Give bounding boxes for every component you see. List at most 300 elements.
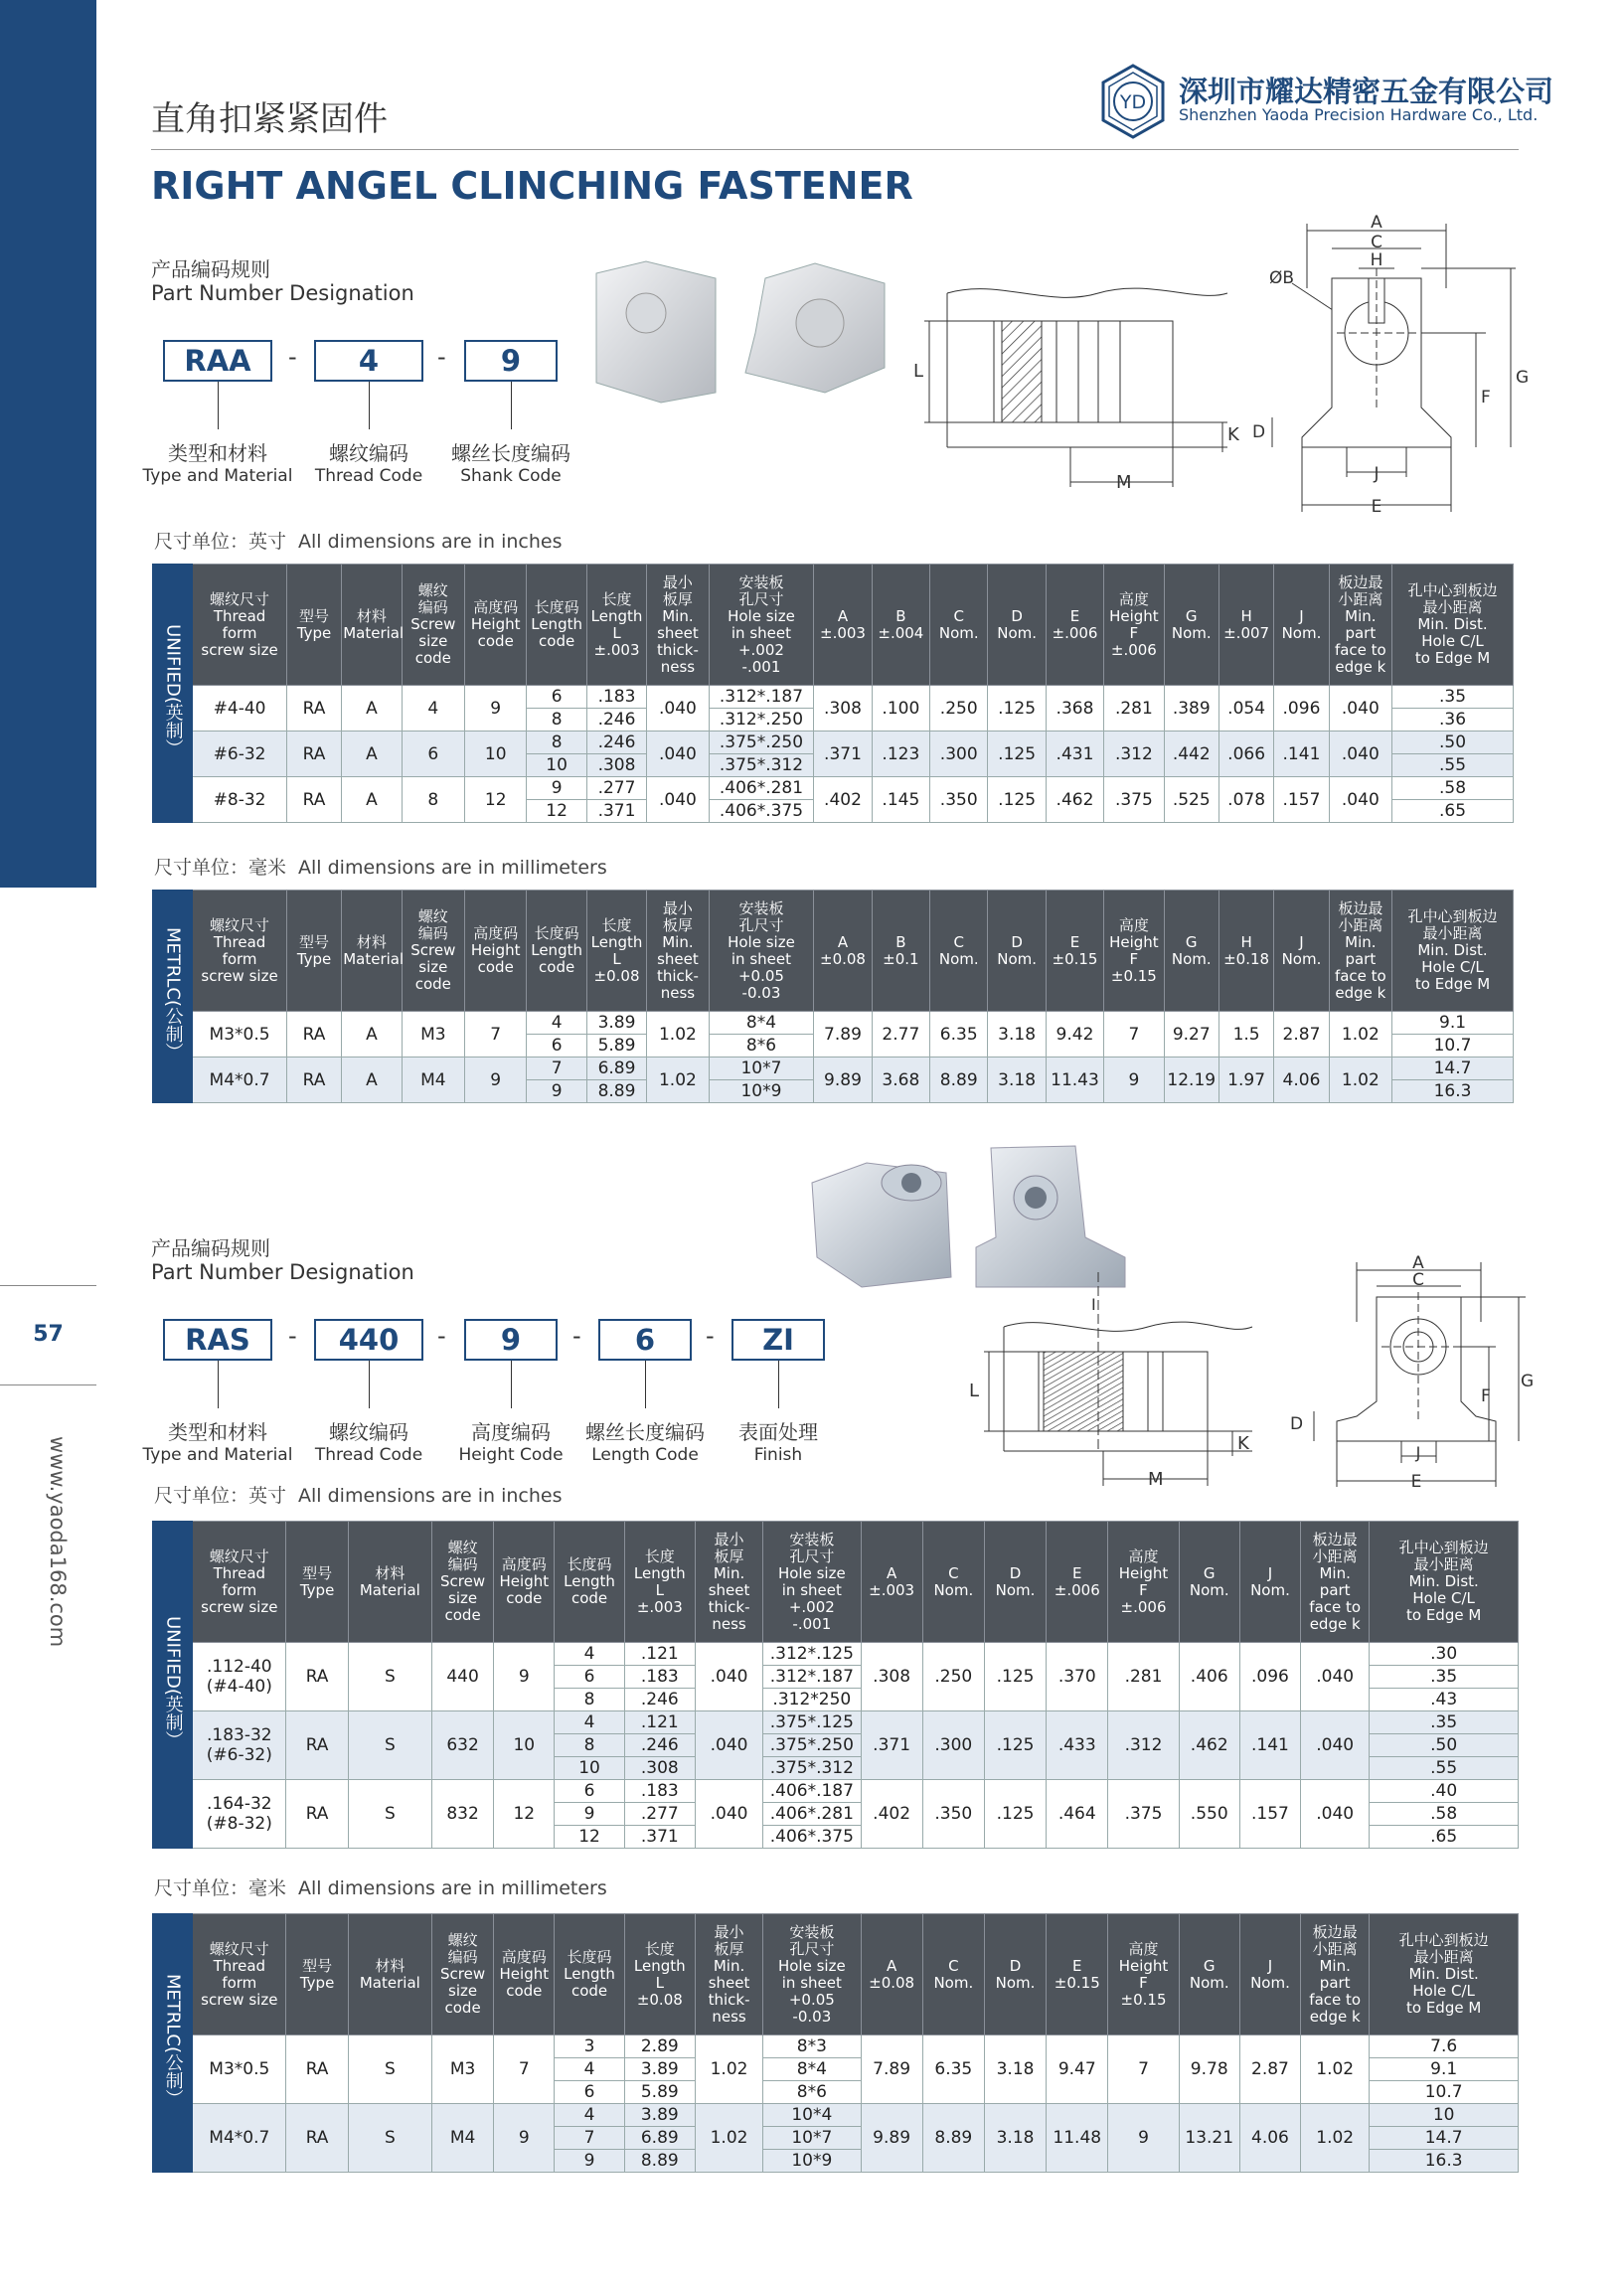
column-header: D Nom. xyxy=(988,565,1046,686)
column-header: 螺纹 编码 Screw size code xyxy=(402,565,464,686)
column-header: E ±0.15 xyxy=(1047,1914,1108,2035)
cell-L: 6.89 xyxy=(624,2127,695,2150)
cell-hole: 10*4 xyxy=(763,2104,861,2127)
side-label-text: UNIFIED(英制） xyxy=(162,1615,184,1749)
column-header: 孔中心到板边 最小距离 Min. Dist. Hole C/L to Edge M xyxy=(1370,1522,1519,1643)
cell-C: .250 xyxy=(930,686,988,732)
cell-L: .183 xyxy=(624,1780,695,1803)
cell-lc: 4 xyxy=(555,2104,624,2127)
column-header: 长度码 Length code xyxy=(555,1522,624,1643)
cell-k: .040 xyxy=(1329,686,1391,732)
cell-k: .040 xyxy=(1329,732,1391,777)
cell-G: 9.27 xyxy=(1164,1012,1218,1058)
cell-lc: 6 xyxy=(555,1666,624,1689)
column-header: A ±0.08 xyxy=(861,1914,922,2035)
cell-lc: 6 xyxy=(527,686,586,709)
cell-J: .141 xyxy=(1239,1711,1300,1780)
column-header: 板边最 小距离 Min. part face to edge k xyxy=(1329,565,1391,686)
cell-M: .65 xyxy=(1370,1826,1519,1849)
cell-F: 9 xyxy=(1104,1058,1164,1103)
cell-minsheet: 1.02 xyxy=(695,2104,762,2173)
cell-D: .125 xyxy=(984,1643,1046,1711)
pn-connector xyxy=(511,1361,512,1408)
cell-type: RA xyxy=(286,1780,348,1849)
cell-k: .040 xyxy=(1301,1643,1370,1711)
column-header: 高度 Height F ±.006 xyxy=(1104,565,1164,686)
table-side-label xyxy=(153,565,193,823)
cell-lc: 8 xyxy=(527,709,586,732)
cell-G: .442 xyxy=(1164,732,1218,777)
cell-D: 3.18 xyxy=(988,1058,1046,1103)
column-header: 长度码 Length code xyxy=(527,891,586,1012)
cell-lc: 8 xyxy=(555,1734,624,1757)
cell-height: 12 xyxy=(494,1780,555,1849)
cell-lc: 6 xyxy=(555,1780,624,1803)
company-name-en: Shenzhen Yaoda Precision Hardware Co., Ltd. xyxy=(1179,105,1539,124)
cell-D: 3.18 xyxy=(988,1012,1046,1058)
pn-label-thread: 螺纹编码 Thread Code xyxy=(314,441,423,486)
column-header: 高度码 Height code xyxy=(494,1522,555,1643)
cell-size: M3*0.5 xyxy=(193,2035,286,2104)
cell-G: .550 xyxy=(1179,1780,1239,1849)
header-divider xyxy=(151,149,1519,150)
cell-k: 1.02 xyxy=(1301,2104,1370,2173)
side-label-text: UNIFIED(英制） xyxy=(162,624,184,757)
column-header: 型号 Type xyxy=(286,891,341,1012)
dimension-label: G xyxy=(1516,368,1530,388)
cell-B: .123 xyxy=(872,732,929,777)
cell-B: 3.68 xyxy=(872,1058,929,1103)
cell-F: .281 xyxy=(1108,1643,1179,1711)
page-number-rule-top xyxy=(0,1285,96,1286)
cell-screw: 832 xyxy=(431,1780,493,1849)
cell-lc: 4 xyxy=(527,1012,586,1035)
cell-screw: 4 xyxy=(402,686,464,732)
cell-lc: 7 xyxy=(555,2127,624,2150)
cell-k: 1.02 xyxy=(1301,2035,1370,2104)
spec-table-ras-inches xyxy=(152,1521,1519,1849)
units-note-inches: 尺寸单位：英寸 All dimensions are in inches xyxy=(154,531,563,553)
cell-lc: 9 xyxy=(555,2150,624,2173)
cell-G: 13.21 xyxy=(1179,2104,1239,2173)
cell-hole: 10*7 xyxy=(709,1058,814,1080)
cell-height: 9 xyxy=(465,1058,527,1103)
cell-hole: .375*.250 xyxy=(709,732,814,754)
column-header: E ±0.15 xyxy=(1046,891,1103,1012)
cell-minsheet: 1.02 xyxy=(647,1058,709,1103)
cell-L: 8.89 xyxy=(586,1080,646,1103)
dimension-label: E xyxy=(1371,497,1382,517)
cell-minsheet: .040 xyxy=(695,1711,762,1780)
column-header: 螺纹尺寸 Thread form screw size xyxy=(193,1522,286,1643)
cell-M: 10 xyxy=(1370,2104,1519,2127)
cell-D: 3.18 xyxy=(984,2104,1046,2173)
column-header: 高度 Height F ±.006 xyxy=(1108,1522,1179,1643)
dimension-label: F xyxy=(1481,388,1491,407)
units-note-mm: 尺寸单位：毫米 All dimensions are in millimeters xyxy=(154,1877,607,1899)
cell-M: 10.7 xyxy=(1392,1035,1514,1058)
column-header: D Nom. xyxy=(984,1914,1046,2035)
dimension-label: D xyxy=(1290,1414,1304,1434)
cell-A: .308 xyxy=(861,1643,922,1711)
cell-hole: 10*9 xyxy=(709,1080,814,1103)
drawing-side-view-2 xyxy=(949,1252,1267,1491)
column-header: H ±0.18 xyxy=(1218,891,1273,1012)
table-side-label xyxy=(153,1914,193,2173)
column-header: A ±.003 xyxy=(861,1522,922,1643)
cell-hole: .312*.187 xyxy=(709,686,814,709)
cell-screw: M4 xyxy=(431,2104,493,2173)
cell-F: .281 xyxy=(1104,686,1164,732)
dimension-label: F xyxy=(1481,1386,1491,1406)
dimension-label: C xyxy=(1371,233,1382,252)
cell-k: 1.02 xyxy=(1329,1012,1391,1058)
cell-hole: .312*.250 xyxy=(709,709,814,732)
column-header: H ±.007 xyxy=(1218,565,1273,686)
cell-M: 14.7 xyxy=(1392,1058,1514,1080)
page-number-rule-bottom xyxy=(0,1384,96,1385)
side-label-text: METRLC(公制） xyxy=(162,1973,184,2108)
cell-type: RA xyxy=(286,777,341,823)
pn-code-type: RAS xyxy=(163,1319,272,1361)
pn-code-thread: 4 xyxy=(314,340,423,382)
pn-code-thread: 440 xyxy=(314,1319,423,1361)
cell-M: 14.7 xyxy=(1370,2127,1519,2150)
cell-hole: 8*4 xyxy=(709,1012,814,1035)
cell-screw: M3 xyxy=(402,1012,464,1058)
cell-M: .55 xyxy=(1370,1757,1519,1780)
cell-height: 9 xyxy=(494,2104,555,2173)
cell-E: 11.43 xyxy=(1046,1058,1103,1103)
dimension-label: A xyxy=(1412,1253,1424,1273)
pn-dash: - xyxy=(572,1322,581,1350)
column-header: G Nom. xyxy=(1164,565,1218,686)
cell-type: RA xyxy=(286,686,341,732)
cell-height: 10 xyxy=(465,732,527,777)
column-header: A ±0.08 xyxy=(814,891,872,1012)
sidebar-band xyxy=(0,0,96,888)
column-header: G Nom. xyxy=(1179,1522,1239,1643)
cell-F: .375 xyxy=(1104,777,1164,823)
column-header: E ±.006 xyxy=(1046,565,1103,686)
cell-height: 12 xyxy=(465,777,527,823)
cell-mat: A xyxy=(342,1012,402,1058)
column-header: 长度 Length L ±.003 xyxy=(624,1522,695,1643)
cell-L: 3.89 xyxy=(624,2104,695,2127)
cell-lc: 6 xyxy=(555,2081,624,2104)
cell-M: .55 xyxy=(1392,754,1514,777)
cell-type: RA xyxy=(286,732,341,777)
pn-code-height: 9 xyxy=(464,1319,558,1361)
cell-screw: M3 xyxy=(431,2035,493,2104)
cell-L: 5.89 xyxy=(624,2081,695,2104)
column-header: 型号 Type xyxy=(286,565,341,686)
cell-G: .389 xyxy=(1164,686,1218,732)
page-number: 57 xyxy=(33,1322,64,1347)
column-header: 安装板 孔尺寸 Hole size in sheet +0.05 -0.03 xyxy=(763,1914,861,2035)
cell-hole: .406*.187 xyxy=(763,1780,861,1803)
pn-heading-en: Part Number Designation xyxy=(151,1260,414,1284)
page-title-en: RIGHT ANGEL CLINCHING FASTENER xyxy=(151,164,913,208)
svg-text:YD: YD xyxy=(1119,91,1147,113)
column-header: 高度码 Height code xyxy=(465,565,527,686)
cell-F: 7 xyxy=(1108,2035,1179,2104)
cell-minsheet: .040 xyxy=(695,1643,762,1711)
column-header: 型号 Type xyxy=(286,1522,348,1643)
dimension-label: J xyxy=(1374,464,1380,484)
column-header: 螺纹尺寸 Thread form screw size xyxy=(193,1914,286,2035)
cell-M: .40 xyxy=(1370,1780,1519,1803)
cell-hole: 8*4 xyxy=(763,2058,861,2081)
cell-J: 4.06 xyxy=(1239,2104,1300,2173)
spec-table-raa-mm xyxy=(152,890,1514,1103)
column-header: 板边最 小距离 Min. part face to edge k xyxy=(1301,1522,1370,1643)
cell-hole: 10*7 xyxy=(763,2127,861,2150)
units-note-inches: 尺寸单位：英寸 All dimensions are in inches xyxy=(154,1485,563,1507)
pn-label-shank: 螺丝长度编码 Shank Code xyxy=(451,441,570,486)
cell-screw: M4 xyxy=(402,1058,464,1103)
cell-M: .35 xyxy=(1370,1666,1519,1689)
cell-C: 8.89 xyxy=(922,2104,984,2173)
column-header: G Nom. xyxy=(1164,891,1218,1012)
cell-D: 3.18 xyxy=(984,2035,1046,2104)
column-header: 型号 Type xyxy=(286,1914,348,2035)
column-header: 长度码 Length code xyxy=(527,565,586,686)
cell-J: 2.87 xyxy=(1274,1012,1329,1058)
cell-C: 8.89 xyxy=(930,1058,988,1103)
cell-J: .096 xyxy=(1274,686,1329,732)
cell-L: .308 xyxy=(586,754,646,777)
pn-connector xyxy=(369,1361,370,1408)
cell-J: .157 xyxy=(1239,1780,1300,1849)
cell-height: 7 xyxy=(494,2035,555,2104)
column-header: 高度 Height F ±0.15 xyxy=(1108,1914,1179,2035)
pn-dash: - xyxy=(437,1322,446,1350)
cell-A: .402 xyxy=(814,777,872,823)
page-title-cn: 直角扣紧紧固件 xyxy=(151,99,388,139)
column-header: 长度 Length L ±0.08 xyxy=(624,1914,695,2035)
cell-screw: 8 xyxy=(402,777,464,823)
cell-k: 1.02 xyxy=(1329,1058,1391,1103)
column-header: 材料 Material xyxy=(342,565,402,686)
cell-J: 4.06 xyxy=(1274,1058,1329,1103)
cell-lc: 4 xyxy=(555,1711,624,1734)
cell-height: 7 xyxy=(465,1012,527,1058)
dimension-label: I xyxy=(1091,1295,1096,1314)
table-row xyxy=(153,1780,1519,1803)
cell-L: .121 xyxy=(624,1643,695,1666)
cell-size: #4-40 xyxy=(193,686,287,732)
cell-L: .371 xyxy=(624,1826,695,1849)
column-header: 安装板 孔尺寸 Hole size in sheet +0.05 -0.03 xyxy=(709,891,814,1012)
cell-L: .246 xyxy=(624,1689,695,1711)
pn-label-length: 螺丝长度编码 Length Code xyxy=(585,1420,705,1465)
dimension-label: C xyxy=(1412,1270,1424,1290)
cell-lc: 3 xyxy=(555,2035,624,2058)
pn-dash: - xyxy=(288,1322,297,1350)
dimension-label: E xyxy=(1410,1472,1422,1492)
table-row xyxy=(153,1012,1514,1035)
cell-H: .066 xyxy=(1218,732,1273,777)
column-header: 螺纹 编码 Screw size code xyxy=(402,891,464,1012)
column-header: 长度码 Length code xyxy=(555,1914,624,2035)
cell-hole: 10*9 xyxy=(763,2150,861,2173)
cell-L: 6.89 xyxy=(586,1058,646,1080)
cell-J: .157 xyxy=(1274,777,1329,823)
column-header: E ±.006 xyxy=(1047,1522,1108,1643)
pn-dash: - xyxy=(437,343,446,371)
column-header: 螺纹尺寸 Thread form screw size xyxy=(193,891,287,1012)
column-header: 螺纹 编码 Screw size code xyxy=(431,1914,493,2035)
dimension-label: ØB xyxy=(1269,268,1295,288)
cell-height: 9 xyxy=(494,1643,555,1711)
cell-M: .50 xyxy=(1392,732,1514,754)
cell-lc: 10 xyxy=(555,1757,624,1780)
cell-lc: 6 xyxy=(527,1035,586,1058)
cell-mat: S xyxy=(348,2035,431,2104)
cell-J: .096 xyxy=(1239,1643,1300,1711)
column-header: 材料 Material xyxy=(348,1522,431,1643)
cell-L: .121 xyxy=(624,1711,695,1734)
cell-hole: 8*3 xyxy=(763,2035,861,2058)
cell-minsheet: .040 xyxy=(647,777,709,823)
cell-F: .312 xyxy=(1108,1711,1179,1780)
cell-L: .246 xyxy=(624,1734,695,1757)
cell-size: .183-32 (#6-32) xyxy=(193,1711,286,1780)
website-url: www.yaoda168.com xyxy=(46,1436,70,1648)
cell-hole: .406*.375 xyxy=(763,1826,861,1849)
company-logo xyxy=(1097,64,1169,139)
cell-C: .350 xyxy=(922,1780,984,1849)
column-header: J Nom. xyxy=(1274,891,1329,1012)
cell-lc: 12 xyxy=(555,1826,624,1849)
cell-lc: 8 xyxy=(527,732,586,754)
column-header: J Nom. xyxy=(1274,565,1329,686)
cell-G: .525 xyxy=(1164,777,1218,823)
cell-C: .300 xyxy=(922,1711,984,1780)
cell-F: 7 xyxy=(1104,1012,1164,1058)
dimension-label: A xyxy=(1371,213,1382,233)
cell-lc: 4 xyxy=(555,2058,624,2081)
column-header: 最小 板厚 Min. sheet thick- ness xyxy=(647,565,709,686)
cell-E: .433 xyxy=(1047,1711,1108,1780)
cell-M: .35 xyxy=(1392,686,1514,709)
cell-minsheet: 1.02 xyxy=(647,1012,709,1058)
cell-mat: A xyxy=(342,1058,402,1103)
dimension-label: G xyxy=(1521,1372,1535,1391)
cell-A: .371 xyxy=(814,732,872,777)
cell-size: #8-32 xyxy=(193,777,287,823)
table-row xyxy=(153,2035,1519,2058)
cell-C: .300 xyxy=(930,732,988,777)
cell-H: .078 xyxy=(1218,777,1273,823)
cell-mat: S xyxy=(348,1711,431,1780)
cell-mat: A xyxy=(342,686,402,732)
pn-dash: - xyxy=(706,1322,715,1350)
cell-L: .246 xyxy=(586,709,646,732)
cell-E: 9.42 xyxy=(1046,1012,1103,1058)
pn-label-height: 高度编码 Height Code xyxy=(458,1420,564,1465)
cell-mat: A xyxy=(342,777,402,823)
column-header: 最小 板厚 Min. sheet thick- ness xyxy=(695,1522,762,1643)
cell-type: RA xyxy=(286,2035,348,2104)
dimension-label: D xyxy=(1252,422,1266,442)
pn-heading-cn: 产品编码规则 xyxy=(151,257,270,281)
cell-A: .402 xyxy=(861,1780,922,1849)
column-header: G Nom. xyxy=(1179,1914,1239,2035)
cell-type: RA xyxy=(286,1711,348,1780)
cell-hole: .406*.281 xyxy=(709,777,814,800)
cell-mat: S xyxy=(348,1643,431,1711)
cell-D: .125 xyxy=(988,732,1046,777)
cell-A: .308 xyxy=(814,686,872,732)
column-header: 孔中心到板边 最小距离 Min. Dist. Hole C/L to Edge M xyxy=(1392,891,1514,1012)
cell-L: 3.89 xyxy=(624,2058,695,2081)
cell-minsheet: .040 xyxy=(647,732,709,777)
cell-M: .65 xyxy=(1392,800,1514,823)
cell-C: 6.35 xyxy=(922,2035,984,2104)
dimension-label: M xyxy=(1148,1469,1164,1490)
pn-connector xyxy=(645,1361,646,1408)
cell-M: 7.6 xyxy=(1370,2035,1519,2058)
cell-B: 2.77 xyxy=(872,1012,929,1058)
pn-code-length: 6 xyxy=(598,1319,692,1361)
cell-hole: .312*.125 xyxy=(763,1643,861,1666)
cell-F: .312 xyxy=(1104,732,1164,777)
cell-hole: .312*250 xyxy=(763,1689,861,1711)
pn-connector xyxy=(778,1361,779,1408)
column-header: 高度 Height F ±0.15 xyxy=(1104,891,1164,1012)
cell-L: .183 xyxy=(624,1666,695,1689)
column-header: B ±.004 xyxy=(872,565,929,686)
cell-M: .58 xyxy=(1392,777,1514,800)
cell-mat: S xyxy=(348,2104,431,2173)
cell-L: .277 xyxy=(586,777,646,800)
table-row xyxy=(153,732,1514,754)
cell-minsheet: .040 xyxy=(647,686,709,732)
dimension-label: M xyxy=(1116,472,1132,493)
cell-mat: S xyxy=(348,1780,431,1849)
cell-type: RA xyxy=(286,1058,341,1103)
cell-minsheet: .040 xyxy=(695,1780,762,1849)
cell-M: .30 xyxy=(1370,1643,1519,1666)
cell-lc: 9 xyxy=(555,1803,624,1826)
cell-lc: 9 xyxy=(527,1080,586,1103)
cell-L: 3.89 xyxy=(586,1012,646,1035)
cell-hole: .375*.312 xyxy=(763,1757,861,1780)
cell-L: .371 xyxy=(586,800,646,823)
cell-C: 6.35 xyxy=(930,1012,988,1058)
table-side-label xyxy=(153,1522,193,1849)
cell-hole: 8*6 xyxy=(763,2081,861,2104)
dimension-label: L xyxy=(969,1381,980,1401)
dimension-label: K xyxy=(1237,1433,1249,1454)
drawing-front-view-1 xyxy=(1247,209,1545,517)
spec-table-ras-mm xyxy=(152,1913,1519,2173)
cell-G: .406 xyxy=(1179,1643,1239,1711)
cell-A: 7.89 xyxy=(861,2035,922,2104)
cell-E: 9.47 xyxy=(1047,2035,1108,2104)
cell-M: 9.1 xyxy=(1370,2058,1519,2081)
cell-k: .040 xyxy=(1301,1780,1370,1849)
cell-size: M4*0.7 xyxy=(193,1058,287,1103)
cell-A: 7.89 xyxy=(814,1012,872,1058)
column-header: 孔中心到板边 最小距离 Min. Dist. Hole C/L to Edge M xyxy=(1370,1914,1519,2035)
pn-label-type: 类型和材料 Type and Material xyxy=(142,441,293,486)
pn-heading-cn: 产品编码规则 xyxy=(151,1236,270,1260)
cell-lc: 4 xyxy=(555,1643,624,1666)
pn-heading-en: Part Number Designation xyxy=(151,281,414,305)
